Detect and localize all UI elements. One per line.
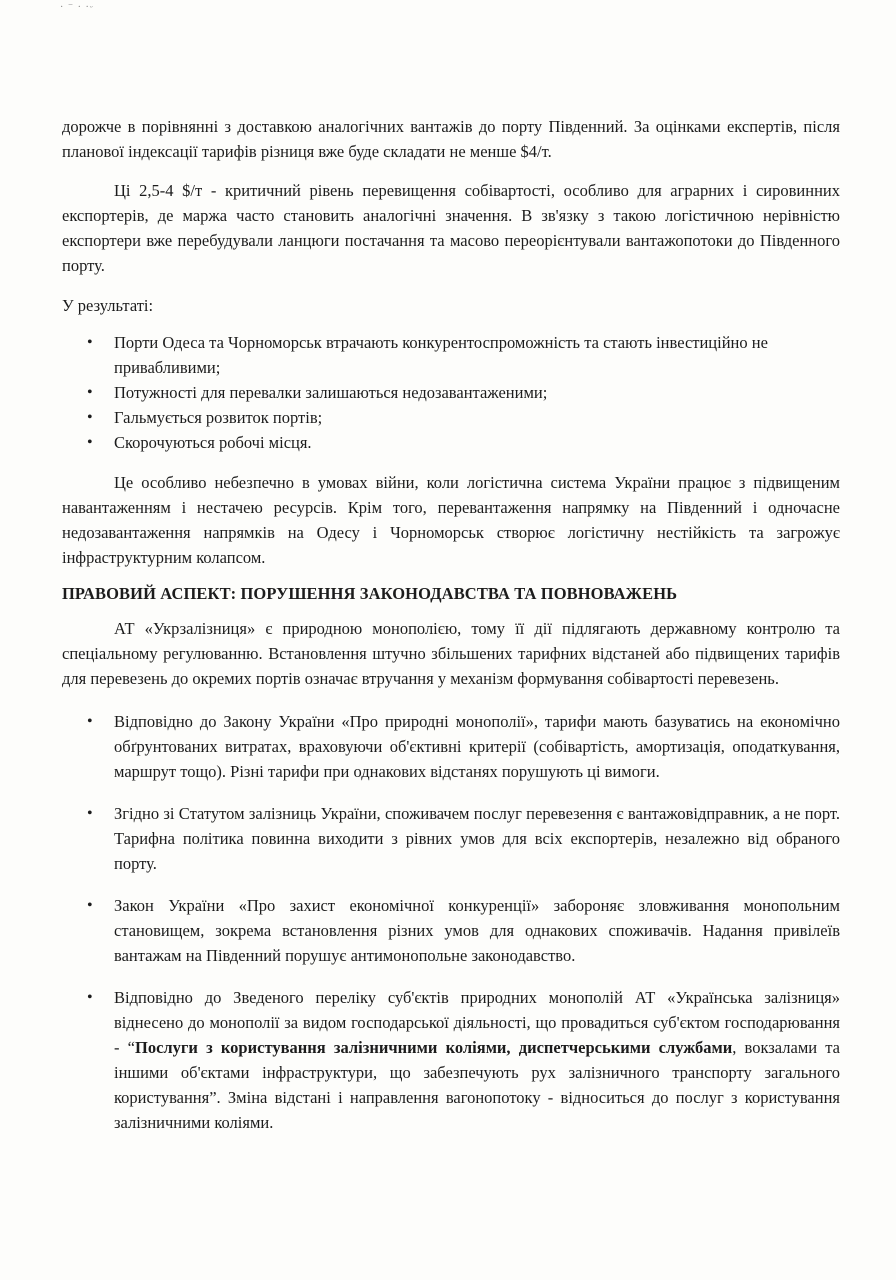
document-body (62, 114, 840, 1135)
legal-points-list (62, 709, 840, 1135)
list-item: • Закон України «Про захист економічної конкуренції» забороняє зловживання монопольним становищем, зокрема встановлення різних умов для однакових споживачів. Надання привілеїв вантажам на Південний порушує антимонопольне законодавство. (62, 893, 840, 968)
paragraph-cost-difference: дорожче в порівнянні з доставкою аналогічних вантажів до порту Південний. За оцінками експертів, після планової індексації тарифів різниця вже буде складати не менше $4/т. (62, 117, 840, 161)
list-item-bold-text: Послуги з користування залізничними коліями, диспетчерськими службами (135, 1038, 733, 1057)
list-item: • Гальмується розвиток портів; (62, 405, 840, 430)
scan-artifact: · ⁻ · ·ᵕ (60, 2, 94, 13)
list-item: • Скорочуються робочі місця. (62, 430, 840, 455)
results-list (62, 330, 840, 455)
results-label: У результаті: (62, 296, 154, 315)
list-item-text: Відповідно до Зведеного переліку суб'єктів природних монополій АТ «Українська залізниця» віднесено до монополії за видом господарської діяльності, що провадиться суб'єктом господарювання - “ (114, 988, 840, 1057)
list-item: • Згідно зі Статутом залізниць України, споживачем послуг перевезення є вантажовідправник, а не порт. Тарифна політика повинна виходити з рівних умов для всіх експортерів, незалежно від обраного порту. (62, 801, 840, 876)
section-heading: ПРАВОВИЙ АСПЕКТ: ПОРУШЕННЯ ЗАКОНОДАВСТВА ТА ПОВНОВАЖЕНЬ (62, 584, 678, 603)
list-item: • Потужності для перевалки залишаються недозавантаженими; (62, 380, 840, 405)
paragraph-war-danger: Це особливо небезпечно в умовах війни, коли логістична система України працює з підвищеним навантаженням і нестачею ресурсів. Крім того, перевантаження напрямку на Південний і одночасне недозавантаження напрямків на Одесу і Чорноморськ створює логістичну нестійкість та загрожує інфраструктурним колапсом. (62, 473, 840, 567)
paragraph-natural-monopoly: АТ «Укрзалізниця» є природною монополією, тому її дії підлягають державному контролю та спеціальному регулюванню. Встановлення штучно збільшених тарифних відстаней або підвищених тарифів для перевезень до окремих портів означає втручання у механізм формування собівартості перевезень. (62, 619, 840, 688)
list-item: • Порти Одеса та Чорноморськ втрачають конкурентоспроможність та стають інвестиційно не привабливими; (62, 330, 840, 380)
list-item-text: , вокзалами та іншими об'єктами інфраструктури, що забезпечують рух залізничного транспорту загального користування”. Зміна відстані і направлення вагонопотоку - відноситься до послуг з користування залізничними коліями. (114, 1038, 840, 1132)
paragraph-critical-level: Ці 2,5-4 $/т - критичний рівень перевищення собівартості, особливо для аграрних і сировинних експортерів, де маржа часто становить аналогічні значення. В зв'язку з такою логістичною нерівністю експортери вже перебудували ланцюги постачання та масово переорієнтували вантажопотоки до Південного порту. (62, 181, 840, 275)
list-item: • Відповідно до Закону України «Про природні монополії», тарифи мають базуватись на економічно обґрунтованих витратах, враховуючи об'єктивні критерії (собівартість, амортизація, оподаткування, маршрут тощо). Різні тарифи при однакових відстанях порушують ці вимоги. (62, 709, 840, 784)
list-item (62, 985, 840, 1135)
